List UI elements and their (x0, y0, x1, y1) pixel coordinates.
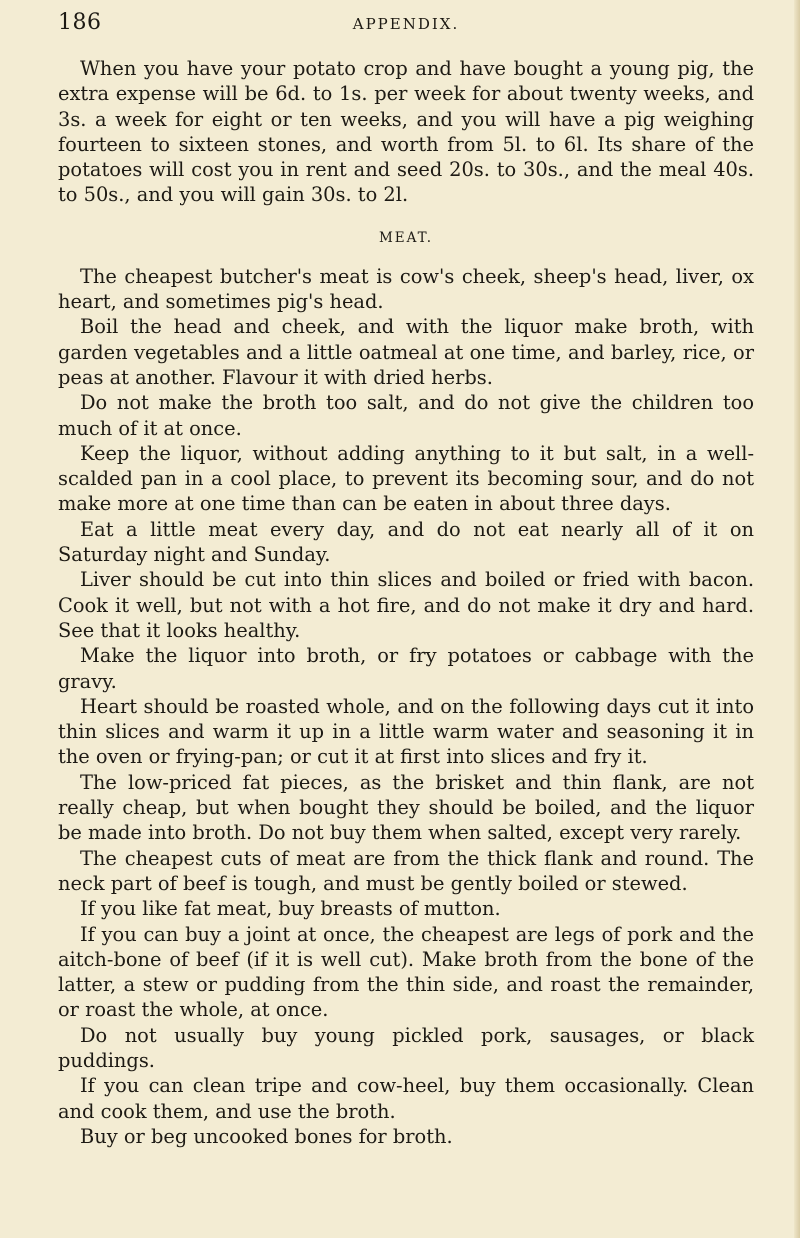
intro-paragraph: When you have your potato crop and have bought a young pig, the extra expense will be 6d. to 1s. per week for about twenty weeks, and 3s. a week for eight or ten weeks, and you will have a pig weighing fourteen to sixteen stones, and worth from 5l. to 6l. Its share of the potatoes will cost you in rent and seed 20s. to 30s., and the meal 40s. to 50s., and you will gain 30s. to 2l. (58, 57, 754, 207)
paragraph-pickled-pork: Do not usually buy young pickled pork, sausages, or black puddings. (58, 1023, 754, 1072)
paragraph-keep-liquor: Keep the liquor, without adding anything to it but salt, in a well-scalded pan in a cool place, to prevent its becoming sour, and do not make more at one time than can be eaten in about three days. (58, 441, 754, 516)
paragraph-tripe: If you can clean tripe and cow-heel, buy them occasionally. Clean and cook them, and use the broth. (58, 1074, 754, 1123)
page-header (58, 0, 754, 56)
paragraph-mutton: If you like fat meat, buy breasts of mutton. (80, 897, 501, 921)
paragraph-joint: If you can buy a joint at once, the cheapest are legs of pork and the aitch-bone of beef (if it is well cut). Make broth from the bone of the latter, a stew or pudding from the thin side, and roast the remainder, or roast the whole, at once. (58, 922, 754, 1022)
paragraph-fat-pieces: The low-priced fat pieces, as the brisket and thin flank, are not really cheap, but when bought they should be boiled, and the liquor be made into broth. Do not buy them when salted, except very rarely. (58, 770, 754, 845)
section-heading: MEAT. (378, 229, 433, 246)
paragraph-boil-head: Boil the head and cheek, and with the liquor make broth, with garden vegetables and a little oatmeal at one time, and barley, rice, or peas at another. Flavour it with dried herbs. (58, 315, 754, 389)
running-head: APPENDIX. (352, 15, 460, 33)
paragraph-liver: Liver should be cut into thin slices and boiled or fried with bacon. Cook it well, but not with a hot fire, and do not make it dry and hard. See that it looks healthy. (58, 568, 754, 642)
paragraph-gravy: Make the liquor into broth, or fry potatoes or cabbage with the gravy. (58, 644, 754, 693)
paragraph-heart: Heart should be roasted whole, and on the following days cut it into thin slices and warm it up in a little warm water and seasoning it in the oven or frying-pan; or cut it at first into slices and fry it. (58, 694, 754, 769)
paragraph-broth-salt: Do not make the broth too salt, and do not give the children too much of it at once. (58, 391, 754, 440)
paragraph-cheapest-cuts: The cheapest cuts of meat are from the thick flank and round. The neck part of beef is tough, and must be gently boiled or stewed. (58, 846, 754, 895)
paragraph-cheapest-meat: The cheapest butcher's meat is cow's cheek, sheep's head, liver, ox heart, and sometimes pig's head. (58, 264, 754, 314)
page-edge (794, 0, 800, 1238)
page-number: 186 (58, 10, 102, 35)
paragraph-eat-daily: Eat a little meat every day, and do not eat nearly all of it on Saturday night and Sunday. (58, 517, 754, 567)
paragraph-bones: Buy or beg uncooked bones for broth. (80, 1124, 453, 1148)
